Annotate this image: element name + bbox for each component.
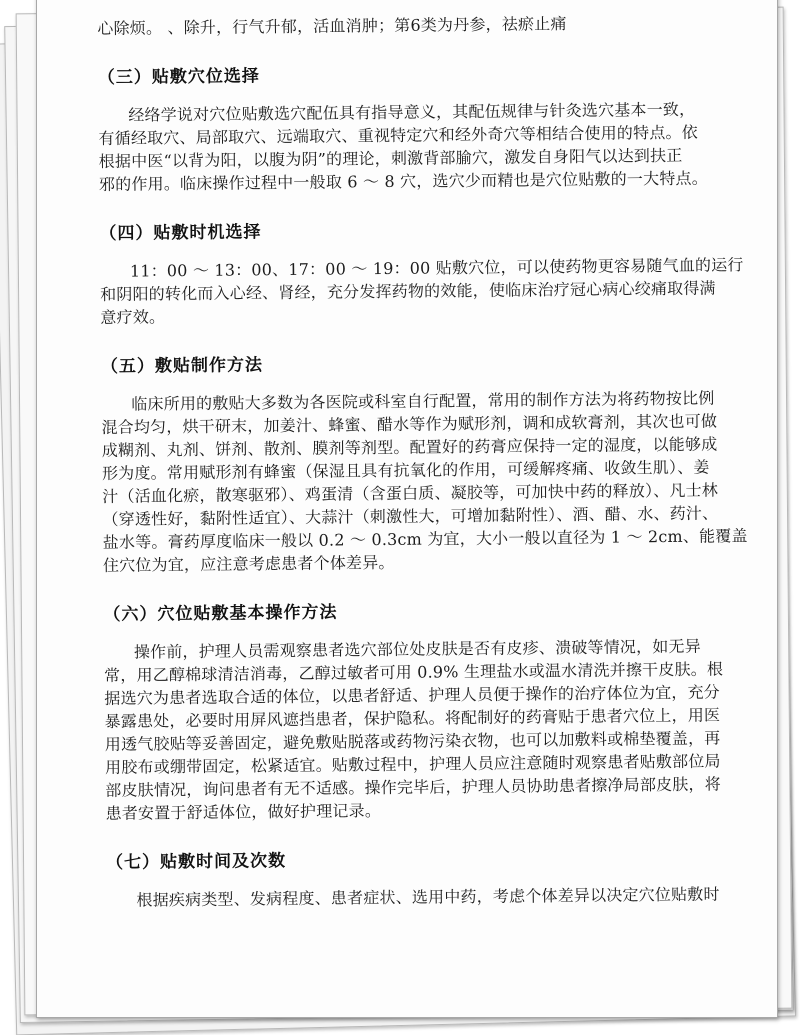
paragraph-line: 用透气胶贴等妥善固定，避免敷贴脱落或药物污染衣物，也可以加敷料或棉垫覆盖，再 xyxy=(104,728,721,754)
paragraph-line: 根据疾病类型、发病程度、患者症状、选用中药，考虑个体差异以决定穴位贴敷时 xyxy=(136,884,720,910)
section-heading-4: （四）贴敷时机选择 xyxy=(99,222,262,244)
paragraph-line: 成糊剂、丸剂、饼剂、散剂、膜剂等剂型。配置好的药膏应保持一定的湿度，以能够成 xyxy=(101,434,718,460)
section-heading-3: （三）贴敷穴位选择 xyxy=(97,66,260,88)
paragraph-line: 盐水等。膏药厚度临床一般以 0.2 ～ 0.3cm 为宜，大小一般以直径为 1 ～ 2cm、能覆盖 xyxy=(102,526,748,552)
paragraph-line: 用胶布或绷带固定，松紧适宜。贴敷过程中，护理人员应注意随时观察患者贴敷部位局 xyxy=(104,751,721,777)
paragraph-line: 住穴位为宜，应注意考虑患者个体差异。 xyxy=(102,552,395,575)
paragraph-line: 据选穴为患者选取合适的体位，以患者舒适、护理人员便于操作的治疗体位为宜，充分 xyxy=(104,682,721,708)
document-page xyxy=(36,0,778,1018)
paragraph-line: 邪的作用。临床操作过程中一般取 6 ～ 8 穴，选穴少而精也是穴位贴敷的一大特点。 xyxy=(98,168,708,194)
paragraph-line: 汁（活血化瘀，散寒驱邪）、鸡蛋清（含蛋白质、凝胶等，可加快中药的释放）、凡士林 xyxy=(102,480,719,506)
continued-line: 心除烦。 、除升，行气升郁，活血消肿；第6类为丹参，祛瘀止痛 xyxy=(97,14,567,38)
paragraph-line: 操作前，护理人员需观察患者选穴部位处皮肤是否有皮疹、溃破等情况，如无异 xyxy=(133,636,701,662)
paragraph-line: 意疗效。 xyxy=(100,307,166,327)
paragraph-line: 根据中医“以背为阳，以腹为阴”的理论，刺激背部腧穴，激发自身阳气以达到扶正 xyxy=(98,145,683,171)
paragraph-line: 和阴阳的转化而入心经、肾经，充分发挥药物的效能，使临床治疗冠心病心绞痛取得满 xyxy=(100,278,716,304)
paragraph-line: 暴露患处，必要时用屏风遮挡患者，保护隐私。将配制好的药膏贴于患者穴位上，用医 xyxy=(104,705,721,731)
section-heading-6: （六）穴位贴敷基本操作方法 xyxy=(103,602,338,625)
paragraph-line: 经络学说对穴位贴敷选穴配伍具有指导意义，其配伍规律与针灸选穴基本一致， xyxy=(128,99,696,125)
paragraph-line: 有循经取穴、局部取穴、远端取穴、重视特定穴和经外奇穴等相结合使用的特点。依 xyxy=(98,122,698,148)
paragraph-line: 部皮肤情况，询问患者有无不适感。操作完毕后，护理人员协助患者擦净局部皮肤，将 xyxy=(105,774,722,800)
paragraph-line: （穿透性好，黏附性适宜）、大蒜汁（刺激性大，可增加黏附性）、酒、醋、水、药汁、 xyxy=(102,503,719,529)
section-heading-5: （五）敷贴制作方法 xyxy=(100,355,263,377)
paragraph-line: 临床所用的敷贴大多数为各医院或科室自行配置，常用的制作方法为将药物按比例 xyxy=(131,388,715,414)
paragraph-line: 常，用乙醇棉球清洁消毒，乙醇过敏者可用 0.9% 生理盐水或温水清洗并擦干皮肤。根 xyxy=(104,659,724,685)
paragraph-line: 形为度。常用赋形剂有蜂蜜（保湿且具有抗氧化的作用，可缓解疼痛、收敛生肌）、姜 xyxy=(101,457,710,483)
paragraph-line: 11：00 ～ 13：00、17：00 ～ 19：00 贴敷穴位，可以使药物更容易随气血的运行 xyxy=(129,255,744,281)
section-heading-7: （七）贴敷时间及次数 xyxy=(105,851,287,873)
page-content xyxy=(97,0,778,912)
paragraph-line: 混合均匀，烘干研末，加姜汁、蜂蜜、醋水等作为赋形剂，调和成软膏剂，其次也可做 xyxy=(101,411,718,437)
paragraph-line: 患者安置于舒适体位，做好护理记录。 xyxy=(105,801,382,823)
